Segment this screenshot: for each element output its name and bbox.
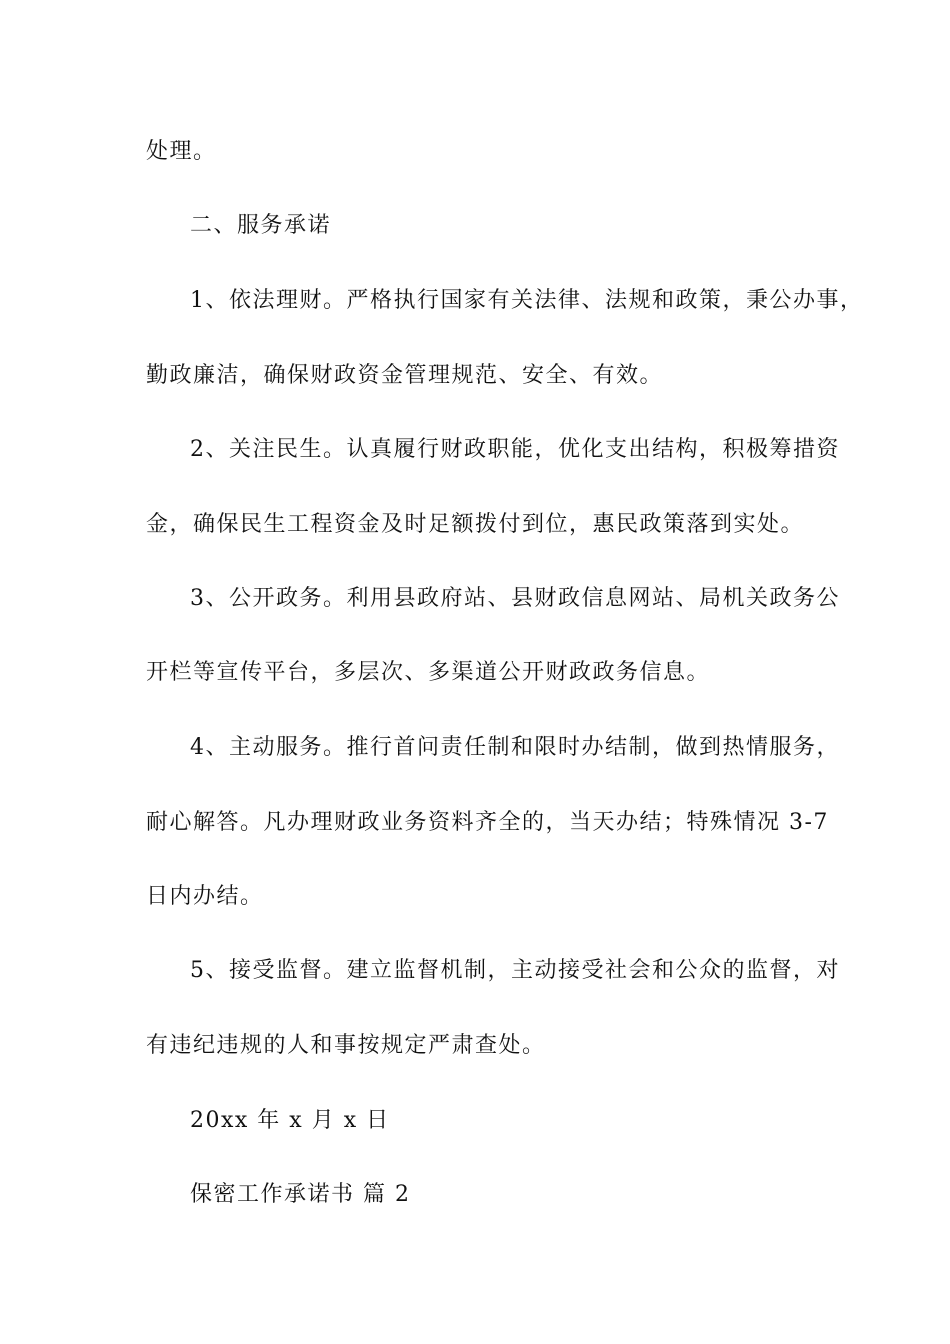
- commitment-item-5-line-1: 5、接受监督。建立监督机制，主动接受社会和公众的监督，对: [190, 958, 840, 983]
- commitment-item-3-line-1: 3、公开政务。利用县政府站、县财政信息网站、局机关政务公: [190, 586, 840, 611]
- section-heading-service-commitment: 二、服务承诺: [190, 213, 332, 238]
- commitment-item-2-line-1: 2、关注民生。认真履行财政职能，优化支出结构，积极筹措资: [190, 437, 840, 462]
- commitment-item-1-line-2: 勤政廉洁，确保财政资金管理规范、安全、有效。: [146, 363, 664, 388]
- commitment-item-1-line-1: 1、依法理财。严格执行国家有关法律、法规和政策，秉公办事，: [190, 288, 864, 313]
- commitment-item-3-line-2: 开栏等宣传平台，多层次、多渠道公开财政政务信息。: [146, 660, 711, 685]
- commitment-item-4-line-3: 日内办结。: [146, 884, 264, 909]
- paragraph-continuation: 处理。: [146, 139, 217, 164]
- commitment-item-5-line-2: 有违纪违规的人和事按规定严肃查处。: [146, 1033, 546, 1058]
- commitment-item-4-line-1: 4、主动服务。推行首问责任制和限时办结制，做到热情服务，: [190, 735, 840, 760]
- commitment-item-2-line-2: 金，确保民生工程资金及时足额拨付到位，惠民政策落到实处。: [146, 512, 805, 537]
- commitment-item-4-line-2: 耐心解答。凡办理财政业务资料齐全的，当天办结；特殊情况 3-7: [146, 810, 829, 835]
- next-section-title: 保密工作承诺书 篇 2: [190, 1182, 411, 1207]
- document-date: 20xx 年 x 月 x 日: [190, 1108, 390, 1133]
